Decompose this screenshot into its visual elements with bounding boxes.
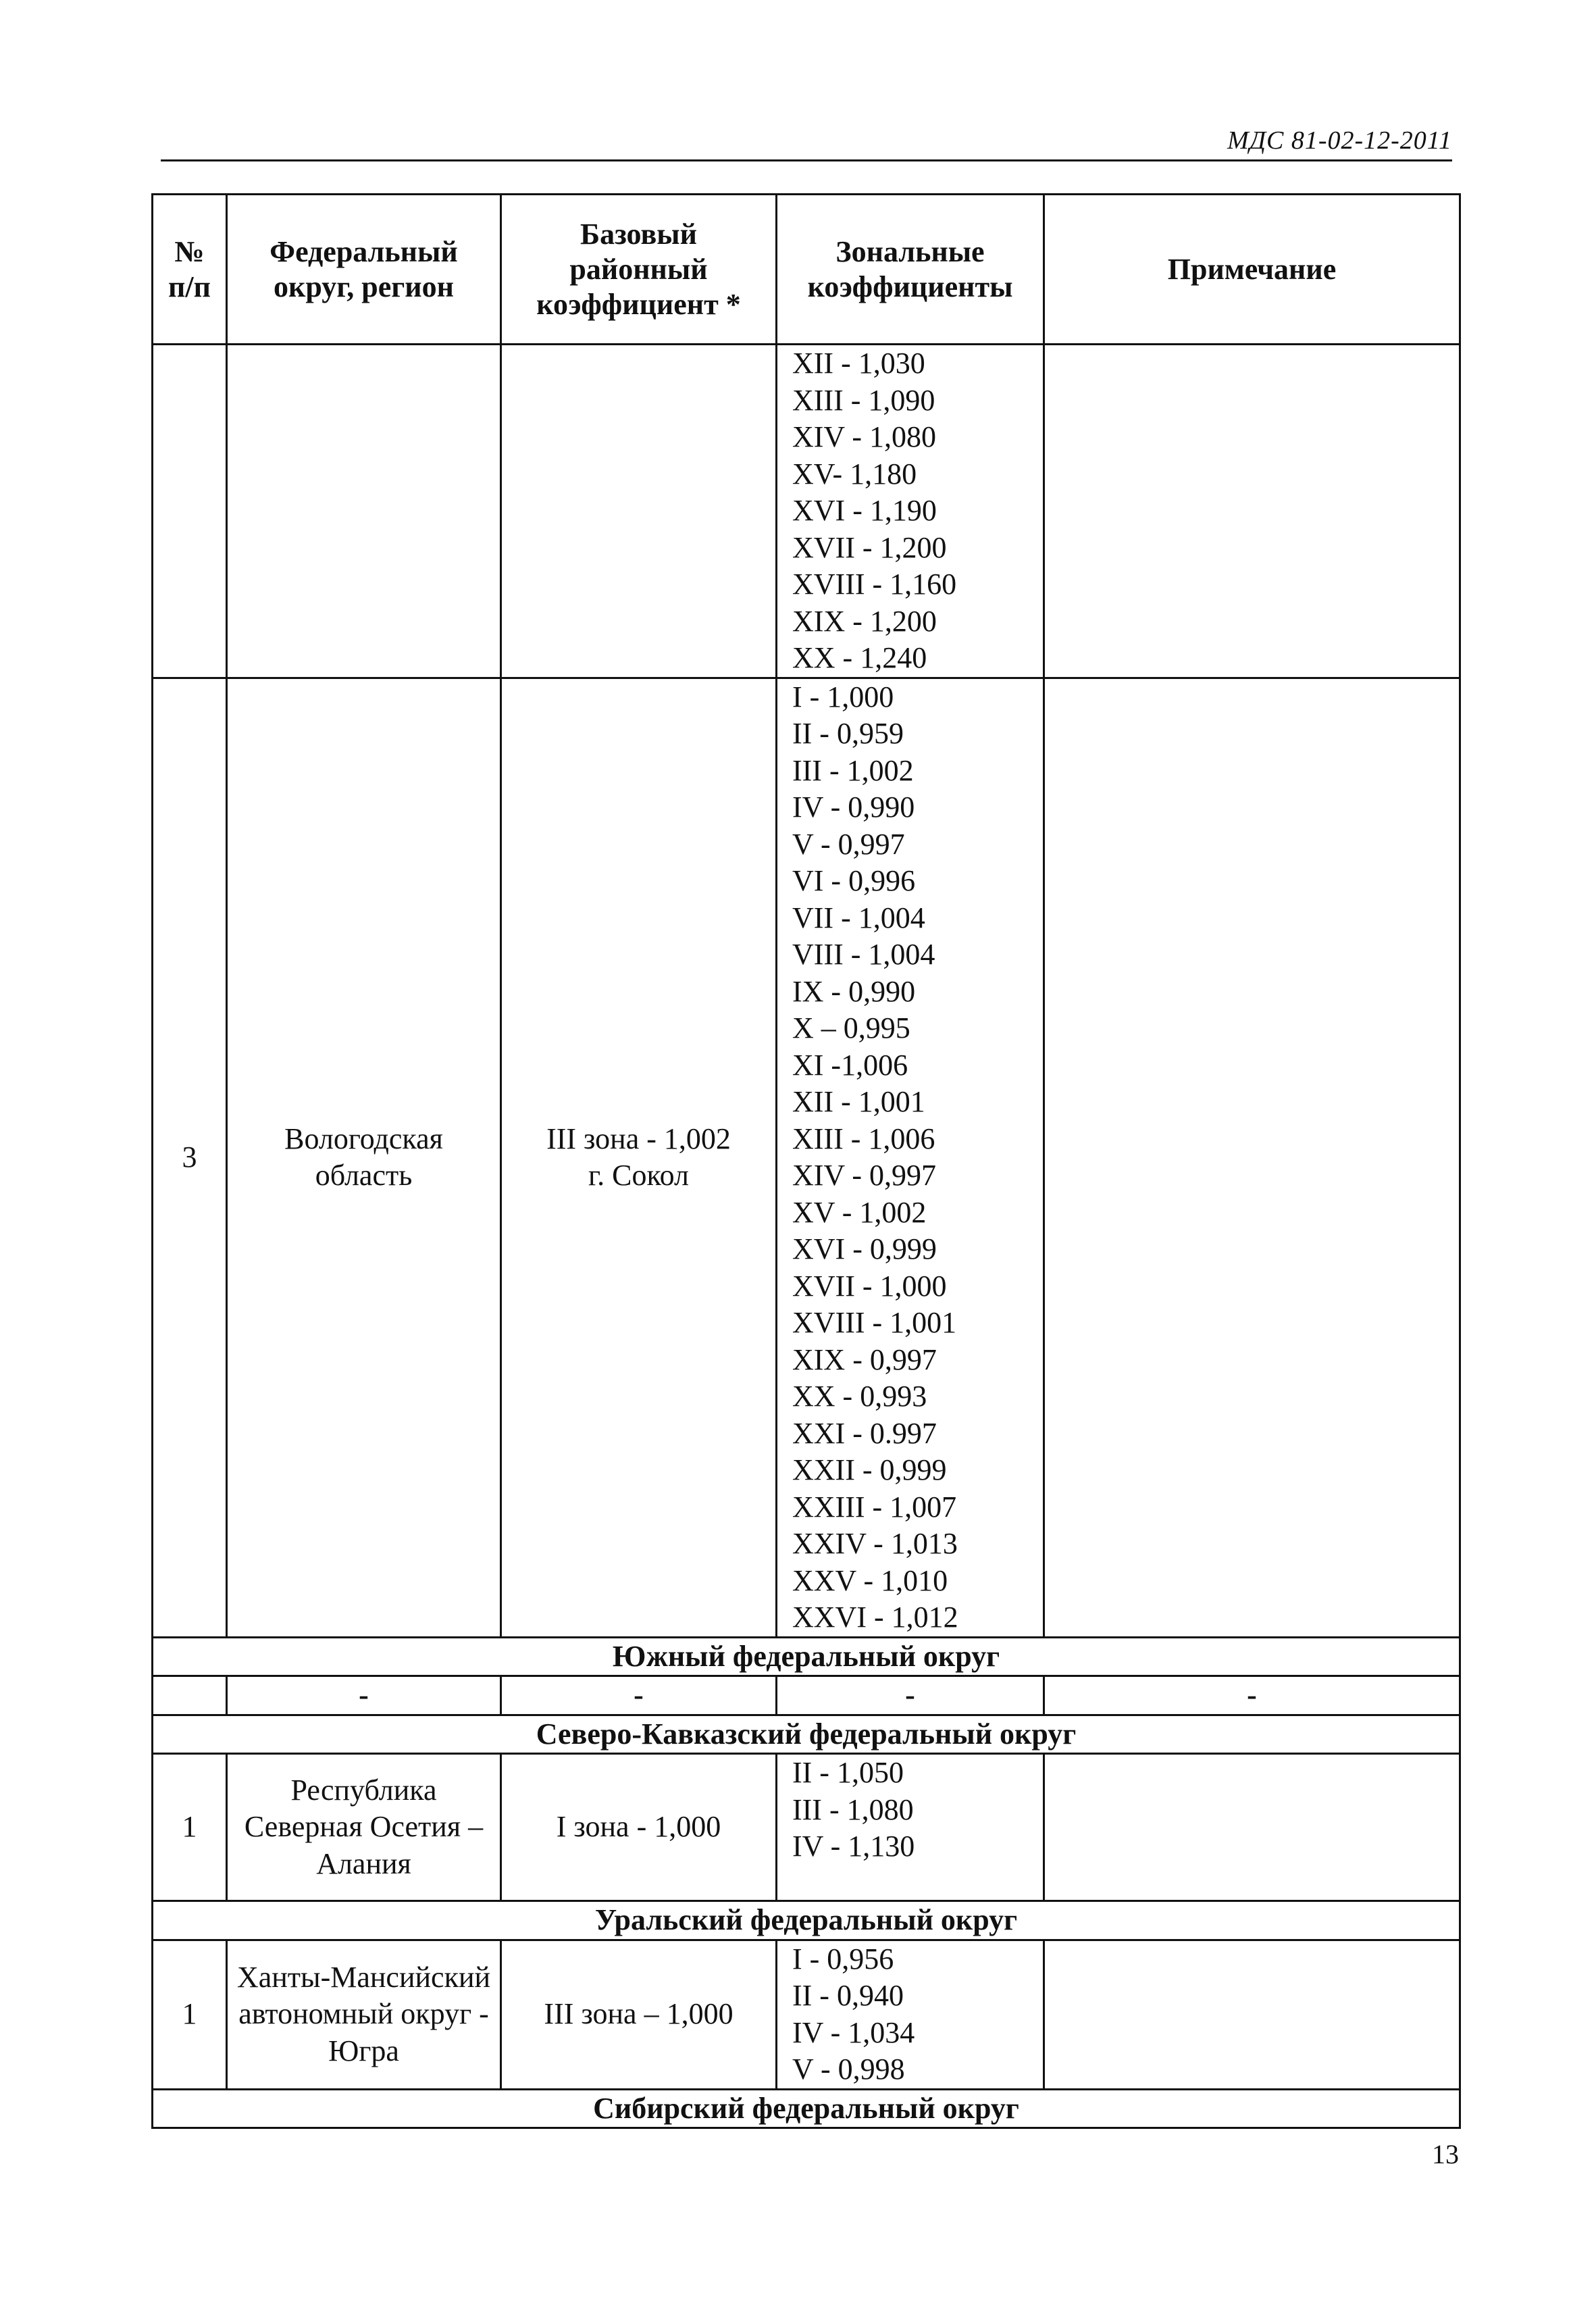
cell-region: Ханты-Мансийский автономный округ - Югра bbox=[227, 1940, 501, 2089]
cell-zonal-coef: - bbox=[777, 1676, 1044, 1715]
cell-note bbox=[1044, 345, 1460, 678]
cell-zonal-coef bbox=[777, 1940, 1044, 2089]
section-title-ural: Уральский федеральный округ bbox=[153, 1901, 1460, 1940]
zone-line: XXII - 0,999 bbox=[792, 1453, 947, 1486]
cell-base-coef: I зона - 1,000 bbox=[501, 1754, 777, 1901]
zone-line: VII - 1,004 bbox=[792, 901, 925, 934]
cell-zonal-coef bbox=[777, 678, 1044, 1637]
zone-line: V - 0,998 bbox=[792, 2053, 905, 2086]
cell-num: 3 bbox=[153, 678, 227, 1637]
cell-num bbox=[153, 1676, 227, 1715]
zone-line: XVIII - 1,160 bbox=[792, 568, 957, 601]
zone-line: XIV - 1,080 bbox=[792, 420, 937, 453]
table-row bbox=[153, 1940, 1460, 2089]
zone-line: XX - 1,240 bbox=[792, 641, 927, 674]
zone-line: III - 1,002 bbox=[792, 753, 914, 787]
header-zonal-coef: Зональные коэффициенты bbox=[777, 195, 1044, 345]
zone-line: XIII - 1,006 bbox=[792, 1122, 935, 1155]
base-city: г. Сокол bbox=[588, 1159, 689, 1192]
page-number: 13 bbox=[1432, 2139, 1459, 2169]
header-region: Федеральный округ, регион bbox=[227, 195, 501, 345]
cell-region bbox=[227, 345, 501, 678]
zone-line: XXIV - 1,013 bbox=[792, 1527, 958, 1560]
table-row bbox=[153, 345, 1460, 678]
cell-num bbox=[153, 345, 227, 678]
zone-line: XXIII - 1,007 bbox=[792, 1490, 957, 1524]
cell-zonal-coef bbox=[777, 345, 1044, 678]
section-row bbox=[153, 1901, 1460, 1940]
header-base-coef: Базовый районный коэффициент * bbox=[501, 195, 777, 345]
section-row bbox=[153, 2089, 1460, 2128]
cell-num: 1 bbox=[153, 1940, 227, 2089]
zone-line: IV - 1,130 bbox=[792, 1830, 915, 1863]
zone-line: VIII - 1,004 bbox=[792, 938, 935, 971]
cell-region: - bbox=[227, 1676, 501, 1715]
cell-zonal-coef bbox=[777, 1754, 1044, 1901]
table-row bbox=[153, 1754, 1460, 1901]
zone-line: I - 0,956 bbox=[792, 1942, 894, 1976]
zone-line: XVII - 1,200 bbox=[792, 530, 947, 564]
zone-line: XIX - 1,200 bbox=[792, 604, 937, 638]
table-row bbox=[153, 678, 1460, 1637]
zone-line: XVI - 1,190 bbox=[792, 494, 937, 527]
zone-line: II - 0,940 bbox=[792, 1979, 904, 2012]
document-code: МДС 81-02-12-2011 bbox=[1227, 126, 1452, 155]
zone-line: XIV - 0,997 bbox=[792, 1159, 937, 1192]
header-num: № п/п bbox=[153, 195, 227, 345]
cell-region: Республика Северная Осетия – Алания bbox=[227, 1754, 501, 1901]
zone-line: XII - 1,001 bbox=[792, 1085, 925, 1118]
section-row bbox=[153, 1637, 1460, 1676]
table-header-row bbox=[153, 195, 1460, 345]
cell-base-coef bbox=[501, 345, 777, 678]
section-title-siberian: Сибирский федеральный округ bbox=[153, 2089, 1460, 2128]
cell-region: Вологодская область bbox=[227, 678, 501, 1637]
zone-line: IV - 1,034 bbox=[792, 2015, 915, 2049]
zone-line: XXVI - 1,012 bbox=[792, 1601, 958, 1634]
cell-num: 1 bbox=[153, 1754, 227, 1901]
cell-note: - bbox=[1044, 1676, 1460, 1715]
zone-line: IV - 0,990 bbox=[792, 790, 915, 824]
zone-line: VI - 0,996 bbox=[792, 864, 916, 897]
zone-line: XVIII - 1,001 bbox=[792, 1306, 957, 1339]
zone-line: XV - 1,002 bbox=[792, 1195, 927, 1229]
zone-line: V - 0,997 bbox=[792, 827, 905, 861]
zone-line: II - 0,959 bbox=[792, 717, 904, 750]
zone-line: XXV - 1,010 bbox=[792, 1563, 948, 1597]
zone-line: XI -1,006 bbox=[792, 1048, 908, 1082]
section-row bbox=[153, 1715, 1460, 1754]
zone-line: X – 0,995 bbox=[792, 1011, 910, 1045]
cell-note bbox=[1044, 1940, 1460, 2089]
coefficients-table bbox=[151, 193, 1461, 2129]
section-title-south: Южный федеральный округ bbox=[153, 1637, 1460, 1676]
zone-line: II - 1,050 bbox=[792, 1756, 904, 1789]
cell-note bbox=[1044, 1754, 1460, 1901]
cell-base-coef bbox=[501, 678, 777, 1637]
zone-line: I - 1,000 bbox=[792, 680, 894, 713]
base-zone: III зона - 1,002 bbox=[546, 1122, 731, 1155]
zone-line: XXI - 0.997 bbox=[792, 1416, 937, 1450]
zone-line: XIX - 0,997 bbox=[792, 1342, 937, 1376]
header-note: Примечание bbox=[1044, 195, 1460, 345]
table-row bbox=[153, 1676, 1460, 1715]
zone-line: XVI - 0,999 bbox=[792, 1232, 937, 1265]
zone-line: XV- 1,180 bbox=[792, 457, 917, 491]
zone-line: XIII - 1,090 bbox=[792, 383, 935, 417]
cell-base-coef: III зона – 1,000 bbox=[501, 1940, 777, 2089]
cell-base-coef: - bbox=[501, 1676, 777, 1715]
zone-line: III - 1,080 bbox=[792, 1792, 914, 1826]
header-rule bbox=[161, 159, 1452, 161]
section-title-north-caucasus: Северо-Кавказский федеральный округ bbox=[153, 1715, 1460, 1754]
zone-line: IX - 0,990 bbox=[792, 974, 916, 1008]
cell-note bbox=[1044, 678, 1460, 1637]
zone-line: XII - 1,030 bbox=[792, 347, 925, 380]
zone-line: XX - 0,993 bbox=[792, 1380, 927, 1413]
zone-line: XVII - 1,000 bbox=[792, 1269, 947, 1303]
